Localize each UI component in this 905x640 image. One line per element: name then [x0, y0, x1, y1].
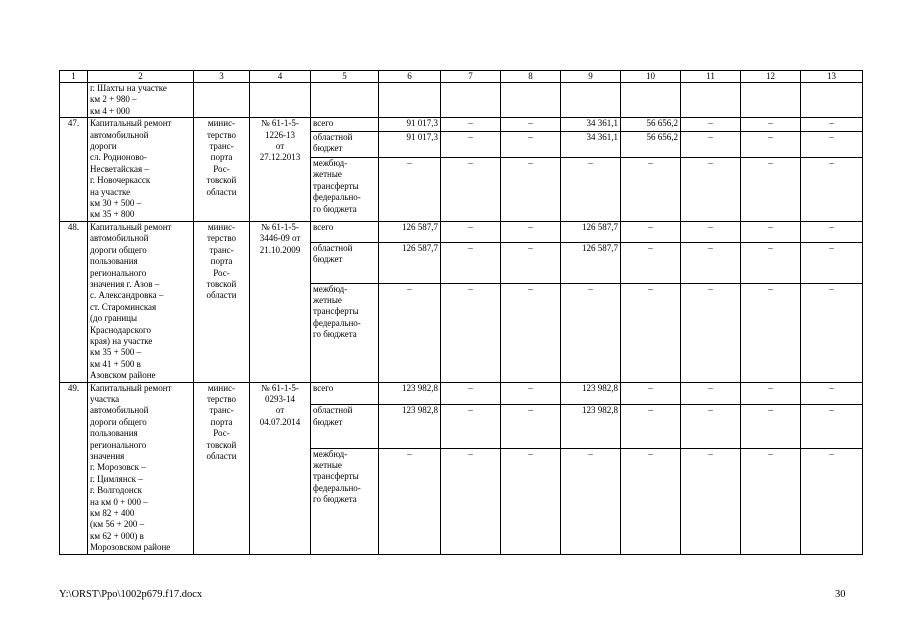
- value-cell: –: [379, 283, 441, 382]
- value-cell: –: [621, 382, 681, 405]
- value-cell: –: [681, 448, 741, 554]
- value-cell: 91 017,3: [379, 131, 441, 157]
- value-cell: 126 587,7: [379, 221, 441, 242]
- value-cell: –: [681, 221, 741, 242]
- row-number: 48.: [67, 221, 80, 232]
- row-number: 49.: [67, 382, 80, 393]
- value-cell: –: [741, 118, 801, 132]
- header-cell: 6: [379, 71, 441, 83]
- value-cell: –: [621, 405, 681, 448]
- value-cell: –: [379, 158, 441, 222]
- value-cell: –: [801, 283, 863, 382]
- value-cell: –: [379, 448, 441, 554]
- table-row: [60, 118, 863, 132]
- value-cell: 91 017,3: [379, 118, 441, 132]
- value-cell: –: [441, 158, 501, 222]
- value-cell: –: [441, 283, 501, 382]
- value-cell: 123 982,8: [561, 405, 621, 448]
- object-name: г. Шахты на участке км 2 + 980 – км 4 + 000: [90, 83, 167, 116]
- value-cell: –: [501, 158, 561, 222]
- value-cell: –: [441, 131, 501, 157]
- value-cell: –: [501, 382, 561, 405]
- value-cell: –: [741, 283, 801, 382]
- funding-source: всего: [313, 118, 334, 129]
- value-cell: –: [801, 221, 863, 242]
- value-cell: –: [501, 448, 561, 554]
- value-cell: –: [741, 382, 801, 405]
- document-ref: № 61-1-5- 1226-13 от 27.12.2013: [259, 118, 301, 163]
- value-cell: –: [741, 405, 801, 448]
- value-cell: –: [741, 448, 801, 554]
- header-cell: 1: [60, 71, 88, 83]
- value-cell: 126 587,7: [379, 243, 441, 284]
- value-cell: –: [621, 448, 681, 554]
- value-cell: –: [501, 221, 561, 242]
- value-cell: 56 656,2: [621, 118, 681, 132]
- value-cell: 123 982,8: [561, 382, 621, 405]
- header-cell: 13: [801, 71, 863, 83]
- value-cell: –: [441, 118, 501, 132]
- header-cell: 11: [681, 71, 741, 83]
- value-cell: 34 361,1: [561, 118, 621, 132]
- funding-source: межбюд- жетные трансферты федерально- го бюджета: [313, 448, 361, 505]
- continuation-row: [60, 83, 863, 118]
- object-name: Капитальный ремонт участка автомобильной дороги общего пользования регионального значения г. Морозовск – г. Цимлянск – г. Волгодонск на км 0 + 000 – км 82 + 400 (км 56 + 200 – км 62 + 000) в Морозовском районе: [90, 382, 172, 553]
- value-cell: 123 982,8: [379, 405, 441, 448]
- value-cell: –: [801, 448, 863, 554]
- value-cell: –: [801, 382, 863, 405]
- funding-source: межбюд- жетные трансферты федерально- го бюджета: [313, 158, 361, 214]
- document-path: Y:\ORST\Ppo\1002p679.f17.docx: [59, 589, 203, 600]
- value-cell: –: [561, 283, 621, 382]
- document-ref: № 61-1-5- 0293-14 от 04.07.2014: [259, 382, 301, 427]
- table-row: [60, 221, 863, 242]
- value-cell: –: [801, 131, 863, 157]
- value-cell: –: [501, 405, 561, 448]
- organization: минис- терство транс- порта Рос- товской области: [206, 221, 237, 301]
- value-cell: –: [801, 405, 863, 448]
- organization: минис- терство транс- порта Рос- товской области: [206, 382, 237, 461]
- value-cell: –: [501, 243, 561, 284]
- document-ref: № 61-1-5- 3446-09 от 21.10.2009: [259, 221, 301, 255]
- object-name: Капитальный ремонт автомобильной дороги общего пользования регионального значения г. Азов – с. Александровка – ст. Староминская (до границы Краснодарского края) на участке км 35 + 500 – км 41 + 500 в Азовском районе: [90, 221, 172, 381]
- value-cell: –: [681, 283, 741, 382]
- value-cell: –: [681, 158, 741, 222]
- value-cell: –: [501, 118, 561, 132]
- value-cell: –: [621, 283, 681, 382]
- header-cell: 7: [441, 71, 501, 83]
- value-cell: –: [681, 243, 741, 284]
- value-cell: –: [681, 118, 741, 132]
- value-cell: –: [441, 448, 501, 554]
- header-cell: 12: [741, 71, 801, 83]
- value-cell: –: [741, 158, 801, 222]
- value-cell: –: [681, 131, 741, 157]
- value-cell: 56 656,2: [621, 131, 681, 157]
- value-cell: –: [741, 221, 801, 242]
- page-number: 30: [835, 589, 846, 600]
- value-cell: –: [441, 221, 501, 242]
- value-cell: –: [681, 382, 741, 405]
- funding-source: всего: [313, 382, 334, 393]
- value-cell: –: [801, 118, 863, 132]
- header-cell: 2: [88, 71, 194, 83]
- header-cell: 4: [250, 71, 311, 83]
- value-cell: 34 361,1: [561, 131, 621, 157]
- value-cell: –: [741, 131, 801, 157]
- value-cell: –: [441, 405, 501, 448]
- value-cell: –: [561, 448, 621, 554]
- value-cell: –: [801, 158, 863, 222]
- header-cell: 5: [311, 71, 379, 83]
- funding-source: областной бюджет: [313, 131, 353, 154]
- organization: минис- терство транс- порта Рос- товской области: [206, 118, 237, 197]
- value-cell: –: [501, 131, 561, 157]
- value-cell: –: [741, 243, 801, 284]
- funding-source: областной бюджет: [313, 243, 353, 265]
- value-cell: –: [681, 405, 741, 448]
- value-cell: –: [801, 243, 863, 284]
- value-cell: –: [441, 243, 501, 284]
- header-cell: 3: [194, 71, 250, 83]
- object-name: Капитальный ремонт автомобильной дороги сл. Родионово- Несветайская – г. Новочеркасск на участке км 30 + 500 – км 35 + 800: [90, 118, 172, 220]
- value-cell: –: [621, 158, 681, 222]
- header-cell: 10: [621, 71, 681, 83]
- value-cell: 126 587,7: [561, 221, 621, 242]
- row-number: 47.: [67, 118, 80, 129]
- table-row: [60, 382, 863, 405]
- header-cell: 9: [561, 71, 621, 83]
- header-row: [60, 71, 863, 83]
- value-cell: –: [561, 158, 621, 222]
- value-cell: 126 587,7: [561, 243, 621, 284]
- value-cell: 123 982,8: [379, 382, 441, 405]
- value-cell: –: [441, 382, 501, 405]
- value-cell: –: [621, 221, 681, 242]
- funding-source: областной бюджет: [313, 405, 353, 427]
- header-cell: 8: [501, 71, 561, 83]
- value-cell: –: [621, 243, 681, 284]
- value-cell: –: [501, 283, 561, 382]
- budget-table: [59, 70, 863, 555]
- funding-source: межбюд- жетные трансферты федерально- го бюджета: [313, 283, 361, 340]
- funding-source: всего: [313, 221, 334, 232]
